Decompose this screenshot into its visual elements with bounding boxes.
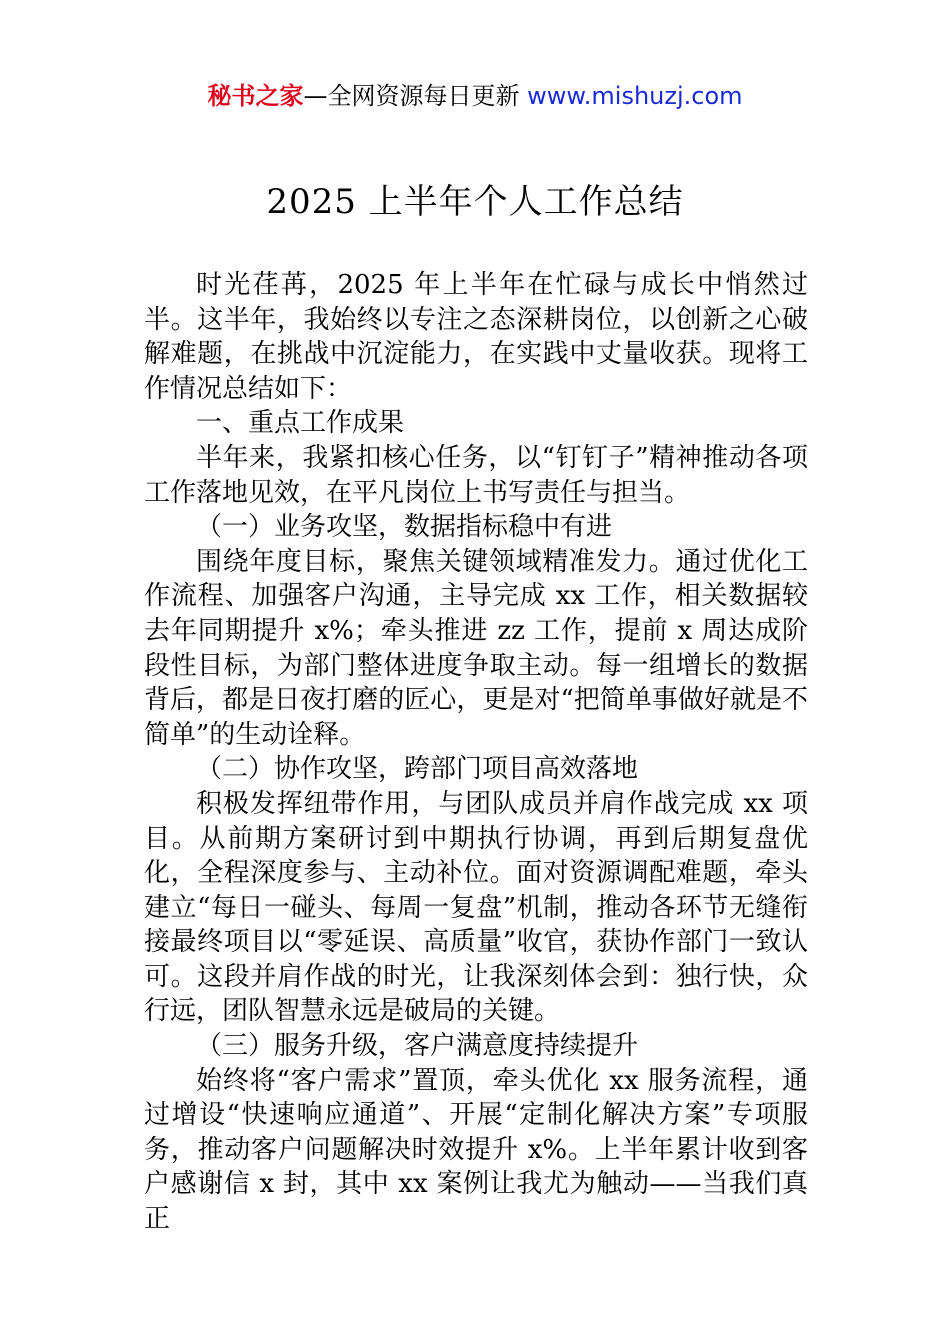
section-heading: 一、重点工作成果 [196, 408, 405, 439]
body-paragraph: 积极发挥纽带作用，与团队成员并肩作战完成 xx 项目。从前期方案研讨到中期执行协调，再到后期复盘优化，全程深度参与、主动补位。面对资源调配难题，牵头建立“每日一碰头、每周一复盘”机制，推动各环节无缝衔接最终项目以“零延误、高质量”收官，获协作部门一致认可。这段并肩作战的时光，让我深刻体会到：独行快，众行远，团队智慧永远是破局的关键。 [144, 788, 808, 1027]
subsection-heading: （三）服务升级，客户满意度持续提升 [196, 1031, 639, 1062]
site-slogan: —全网资源每日更新 [303, 82, 528, 110]
intro-paragraph: 时光荏苒，2025 年上半年在忙碌与成长中悄然过半。这半年，我始终以专注之态深耕岗位，以创新之心破解难题，在挑战中沉淀能力，在实践中丈量收获。现将工作情况总结如下： [144, 270, 808, 404]
body-paragraph: 围绕年度目标，聚焦关键领域精准发力。通过优化工作流程、加强客户沟通，主导完成 xx 工作，相关数据较去年同期提升 x%；牵头推进 zz 工作，提前 x 周达成阶段性目标，为部门整体进度争取主动。每一组增长的数据背后，都是日夜打磨的匠心，更是对“把简单事做好就是不简单”的生动诠释。 [144, 546, 808, 750]
body-paragraph: 始终将“客户需求”置顶，牵头优化 xx 服务流程，通过增设“快速响应通道”、开展“定制化解决方案”专项服务，推动客户问题解决时效提升 x%。上半年累计收到客户感谢信 x 封，其中 xx 案例让我尤为触动——当我们真正 [144, 1065, 808, 1235]
document-body [144, 268, 808, 1237]
site-brand: 秘书之家 [207, 82, 304, 110]
site-header [0, 78, 950, 114]
subsection-heading: （二）协作攻坚，跨部门项目高效落地 [196, 754, 639, 785]
section-intro-paragraph: 半年来，我紧扣核心任务，以“钉钉子”精神推动各项工作落地见效，在平凡岗位上书写责任与担当。 [144, 442, 808, 508]
site-url-link[interactable]: www.mishuzj.com [527, 82, 743, 110]
subsection-heading: （一）业务攻坚，数据指标稳中有进 [196, 512, 613, 543]
document-title: 2025 上半年个人工作总结 [266, 182, 684, 222]
